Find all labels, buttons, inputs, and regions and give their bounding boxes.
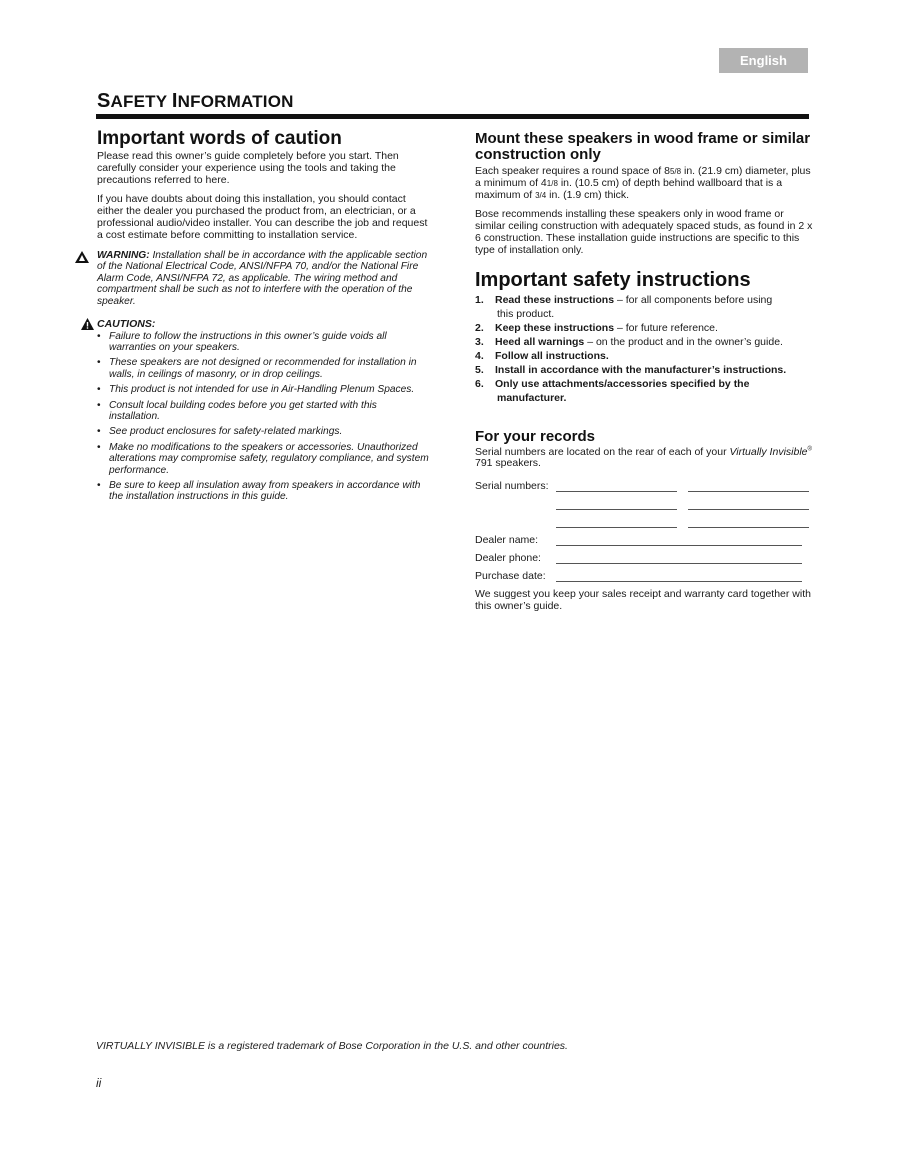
warning-triangle-icon (75, 251, 89, 263)
serial-number-field-1[interactable] (556, 483, 677, 492)
safety-instructions-list (475, 293, 813, 405)
item-bold: Follow all instructions. (495, 349, 609, 362)
bullet-icon: • (97, 384, 101, 396)
caution-text: See product enclosures for safety-related markings. (109, 426, 343, 438)
page-number: ii (96, 1076, 102, 1090)
caution-paragraph-1: Please read this owner’s guide completely before you start. Then carefully consider your experience using the tools and taking the precautions referred to here. (97, 150, 399, 186)
item-rest: – on the product and in the owner’s guide. (584, 335, 783, 348)
bullet-icon: • (97, 441, 101, 453)
safety-item (475, 377, 813, 405)
serial-number-field-5[interactable] (556, 519, 677, 528)
item-bold: Keep these instructions (495, 321, 615, 334)
bullet-icon: • (97, 399, 101, 411)
item-bold: Heed all warnings (495, 335, 585, 348)
safety-item (475, 321, 813, 335)
dealer-phone-row (475, 546, 813, 564)
bullet-icon: • (97, 357, 101, 369)
text: in. (10.5 cm) of depth behind wallboard that is a maximum of (475, 176, 783, 201)
safety-item (475, 335, 813, 349)
bullet-icon: • (97, 330, 101, 342)
caution-text: Make no modifications to the speakers or accessories. Unauthorized alterations may compromise safety, regulatory compliance, and system performance. (109, 441, 429, 476)
item-number: 2. (475, 321, 484, 334)
warning-label: WARNING: (97, 249, 150, 261)
cautions-label: CAUTIONS: (97, 317, 156, 330)
dealer-phone-label: Dealer phone: (475, 552, 541, 565)
dealer-name-row (475, 528, 813, 546)
serial-row-2 (475, 492, 813, 510)
caution-text: Failure to follow the instructions in this owner’s guide voids all warranties on your speakers. (109, 330, 387, 353)
purchase-date-row (475, 564, 813, 582)
safety-item (475, 349, 813, 363)
item-bold: Read these instructions (495, 293, 615, 306)
caution-item (97, 331, 430, 354)
serial-number-field-2[interactable] (688, 483, 809, 492)
caution-item (97, 426, 430, 437)
caution-item (97, 400, 430, 423)
warning-text: Installation shall be in accordance with the applicable section of the National Electrical Code, ANSI/NFPA 70, and/or the National Fire Alarm Code, ANSI/NFPA 72, as applicable. The wiring method and compartment shall be such as not to interfere with the operation of the speaker. (97, 249, 428, 307)
caution-item (97, 384, 430, 395)
text: Each speaker requires a round space of 8 (475, 165, 670, 177)
caution-text: These speakers are not designed or recommended for installation in walls, in ceilings of masonry, or in drop ceilings. (109, 357, 417, 380)
fraction: 1/8 (546, 178, 558, 188)
caution-item (97, 442, 430, 476)
serial-numbers-label: Serial numbers: (475, 480, 549, 493)
safety-item (475, 293, 813, 321)
title-part-2: NFORMATION (177, 92, 294, 111)
records-heading: For your records (475, 427, 596, 445)
caution-triangle-icon (81, 318, 94, 330)
mount-heading: Mount these speakers in wood frame or similar construction only (475, 130, 811, 163)
language-tab-english[interactable]: English (719, 48, 808, 73)
serial-row-3 (475, 510, 813, 528)
title-rule-divider (96, 114, 809, 119)
item-number: 4. (475, 349, 484, 362)
records-form (475, 474, 813, 582)
text: Serial numbers are located on the rear of each of your (475, 445, 730, 458)
page-title (97, 90, 294, 113)
mount-paragraph-2: Bose recommends installing these speakers only in wood frame or similar ceiling construction with adequately spaced studs, as found in 2 x 6 construction. These installation guide instructions are specific to this type of installation only. (475, 208, 813, 256)
serial-number-field-3[interactable] (556, 501, 677, 510)
safety-heading: Important safety instructions (475, 268, 751, 291)
purchase-date-field[interactable] (556, 573, 802, 582)
item-number: 5. (475, 363, 484, 376)
registered-mark: ® (807, 446, 812, 453)
left-column (97, 128, 430, 507)
text: in. (1.9 cm) thick. (546, 188, 630, 201)
fraction: 5/8 (669, 167, 682, 176)
item-number: 3. (475, 335, 484, 348)
item-number: 1. (475, 293, 484, 306)
records-suggestion: We suggest you keep your sales receipt and warranty card together with this owner’s guide. (475, 588, 811, 612)
title-part-1: AFETY (110, 92, 172, 111)
item-continuation: manufacturer. (497, 391, 567, 404)
fraction: 3/4 (535, 190, 547, 200)
caution-item (97, 357, 430, 380)
caution-item (97, 480, 430, 503)
bullet-icon: • (97, 426, 101, 438)
cautions-list (97, 331, 430, 503)
product-name: Virtually Invisible (729, 445, 808, 458)
item-rest: – for future reference. (614, 321, 718, 334)
item-continuation: this product. (497, 307, 555, 320)
item-rest: – for all components before using (614, 293, 773, 306)
caution-paragraph-2: If you have doubts about doing this installation, you should contact either the dealer you purchased the product from, an electrician, or a professional audio/video installer. You can describe the job and request a cost estimate before committing to installation service. (97, 193, 428, 241)
records-intro (475, 447, 813, 471)
right-column (475, 128, 813, 613)
title-initial-s: S (97, 90, 111, 112)
item-bold: Install in accordance with the manufacturer’s instructions. (495, 363, 787, 376)
caution-text: Be sure to keep all insulation away from speakers in accordance with the installation instructions in this guide. (109, 480, 421, 503)
serial-number-field-4[interactable] (688, 501, 809, 510)
bullet-icon: • (97, 480, 101, 492)
item-number: 6. (475, 377, 484, 390)
purchase-date-label: Purchase date: (475, 570, 546, 583)
dealer-name-label: Dealer name: (475, 534, 539, 547)
title-initial-i: I (171, 90, 178, 112)
caution-heading: Important words of caution (97, 128, 342, 149)
safety-item (475, 363, 813, 377)
caution-text: This product is not intended for use in Air-Handling Plenum Spaces. (109, 384, 415, 396)
trademark-footnote: VIRTUALLY INVISIBLE is a registered trademark of Bose Corporation in the U.S. and other countries. (96, 1040, 568, 1052)
dealer-name-field[interactable] (556, 537, 802, 546)
cautions-block (97, 318, 430, 503)
mount-paragraph-1 (475, 166, 813, 201)
dealer-phone-field[interactable] (556, 555, 802, 564)
serial-row-1 (475, 474, 813, 492)
item-bold: Only use attachments/accessories specified by the (495, 377, 750, 390)
text: in. (21.9 cm) diameter, plus a minimum of 4 (475, 165, 811, 189)
serial-number-field-6[interactable] (688, 519, 809, 528)
warning-block (97, 250, 430, 308)
text: 791 speakers. (475, 457, 541, 470)
caution-text: Consult local building codes before you get started with this installation. (109, 399, 377, 422)
